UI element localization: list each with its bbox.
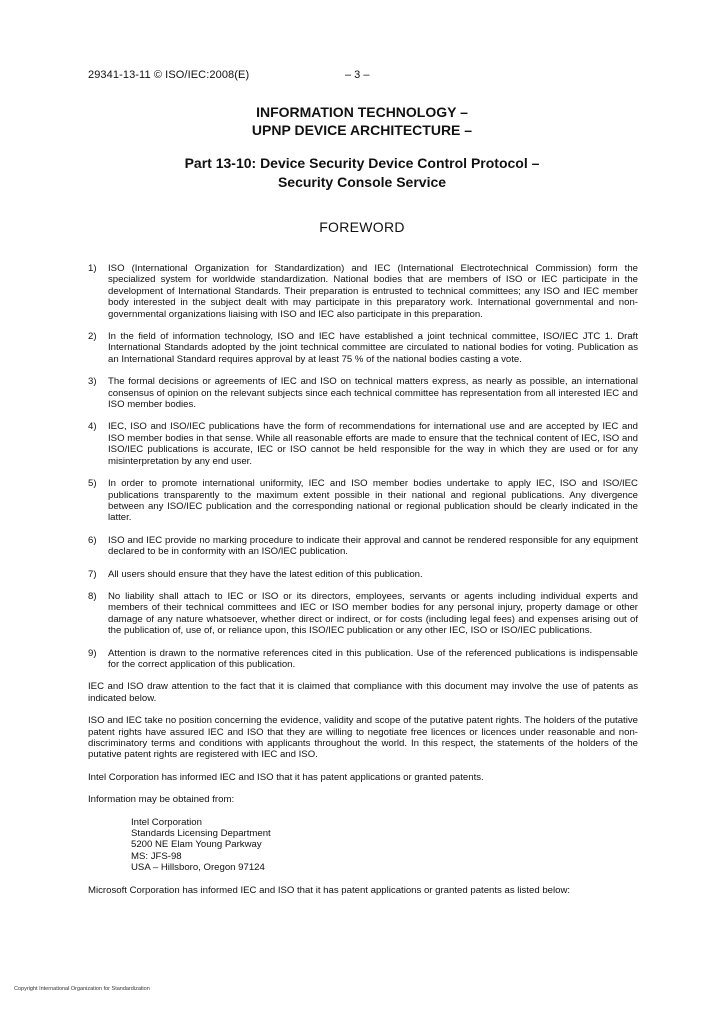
list-item-number: 1)	[88, 263, 97, 274]
list-item	[88, 648, 638, 671]
list-item-text: In the field of information technology, ISO and IEC have established a joint technical committee, ISO/IEC JTC 1. Draft International Standards adopted by the joint technical committee are circulated to national bodies for voting. Publication as an International Standard requires approval by at least 75 % of the national bodies casting a vote.	[108, 331, 638, 365]
list-item-text: No liability shall attach to IEC or ISO or its directors, employees, servants or agents including individual experts and members of their technical committees and IEC or ISO member bodies for any personal injury, property damage or other damage of any nature whatsoever, whether direct or indirect, or for costs (including legal fees) and expenses arising out of the publication of, use of, or reliance upon, this ISO/IEC publication or any other IEC, ISO or ISO/IEC publications.	[108, 590, 638, 637]
title-line-1: INFORMATION TECHNOLOGY –	[256, 104, 468, 120]
list-item-text: IEC, ISO and ISO/IEC publications have the form of recommendations for international use and are accepted by IEC and ISO member bodies in that sense. While all reasonable efforts are made to ensure that the technical content of IEC, ISO and ISO/IEC publications is accurate, IEC or ISO cannot be held responsible for the way in which they are used or for any misinterpretation by any end user.	[108, 421, 638, 467]
list-item-number: 6)	[88, 534, 97, 546]
address-line: Intel Corporation	[131, 816, 202, 828]
paragraph-intel-informed: Intel Corporation has informed IEC and ISO that it has patent applications or granted patents.	[88, 771, 484, 783]
list-item	[88, 263, 638, 320]
part-title-line-1: Part 13-10: Device Security Device Control Protocol –	[184, 155, 540, 171]
list-item-number: 9)	[88, 647, 97, 659]
list-item	[88, 331, 638, 365]
list-item	[88, 535, 638, 558]
list-item	[88, 569, 638, 580]
intel-address-block	[88, 817, 638, 874]
paragraph-no-position: ISO and IEC take no position concerning the evidence, validity and scope of the putative patent rights. The holders of the putative patent rights have assured IEC and ISO that they are willing to negotiate free licences or licences under reasonable and non-discriminatory terms and conditions with applicants throughout the world. In this respect, the statements of the holders of the putative patent rights are registered with IEC and ISO.	[88, 715, 638, 761]
address-line: MS: JFS-98	[131, 850, 182, 862]
foreword-body	[88, 263, 638, 907]
list-item-text: All users should ensure that they have the latest edition of this publication.	[108, 568, 423, 580]
list-item-text: The formal decisions or agreements of IEC and ISO on technical matters express, as nearly as possible, an international consensus of opinion on the relevant subjects since each technical committee has representation from all interested IEC and ISO member bodies.	[108, 376, 638, 411]
title-line-2: UPNP DEVICE ARCHITECTURE –	[251, 122, 473, 138]
list-item-text: Attention is drawn to the normative references cited in this publication. Use of the referenced publications is indispensable for the correct application of this publication.	[108, 647, 638, 670]
list-item	[88, 421, 638, 467]
list-item	[88, 376, 638, 410]
copyright-footer: Copyright International Organization for Standardization	[14, 986, 150, 992]
running-header-page-number: – 3 –	[345, 69, 370, 81]
list-item-number: 7)	[88, 568, 97, 580]
list-item-text: In order to promote international uniformity, IEC and ISO member bodies undertake to apply IEC, ISO and ISO/IEC publications transparently to the maximum extent possible in their national and regional publications. Any divergence between any ISO/IEC publication and the corresponding national or regional publication should be clearly indicated in the latter.	[108, 478, 638, 524]
list-item-number: 2)	[88, 331, 97, 343]
list-item-number: 4)	[88, 421, 97, 433]
running-header-doc-id: 29341-13-11 © ISO/IEC:2008(E)	[88, 69, 250, 81]
list-item-text: ISO (International Organization for Standardization) and IEC (International Electrotechnical Commission) form the specialized system for worldwide standardization. National bodies that are members of ISO or IEC participate in the development of International Standards. Their preparation is entrusted to technical committees; any ISO and IEC member body interested in the subject dealt with may participate in this preparatory work. International governmental and non-governmental organizations liaising with ISO and IEC also participate in this preparation.	[108, 263, 638, 320]
list-item-number: 5)	[88, 478, 97, 490]
section-heading-foreword: FOREWORD	[319, 219, 405, 235]
paragraph-info-obtained: Information may be obtained from:	[88, 794, 235, 806]
list-item-text: ISO and IEC provide no marking procedure to indicate their approval and cannot be rendered responsible for any equipment declared to be in conformity with an ISO/IEC publication.	[108, 534, 638, 558]
paragraph-patents-attention: IEC and ISO draw attention to the fact that it is claimed that compliance with this document may involve the use of patents as indicated below.	[88, 681, 638, 704]
address-line: USA – Hillsboro, Oregon 97124	[131, 862, 265, 874]
list-item-number: 3)	[88, 376, 97, 388]
list-item	[88, 478, 638, 524]
list-item	[88, 591, 638, 637]
part-title-line-2: Security Console Service	[277, 174, 447, 190]
address-line: 5200 NE Elam Young Parkway	[131, 839, 262, 851]
address-line: Standards Licensing Department	[131, 828, 271, 840]
list-item-number: 8)	[88, 590, 97, 602]
paragraph-microsoft-informed: Microsoft Corporation has informed IEC and ISO that it has patent applications or granted patents as listed below:	[88, 884, 571, 896]
